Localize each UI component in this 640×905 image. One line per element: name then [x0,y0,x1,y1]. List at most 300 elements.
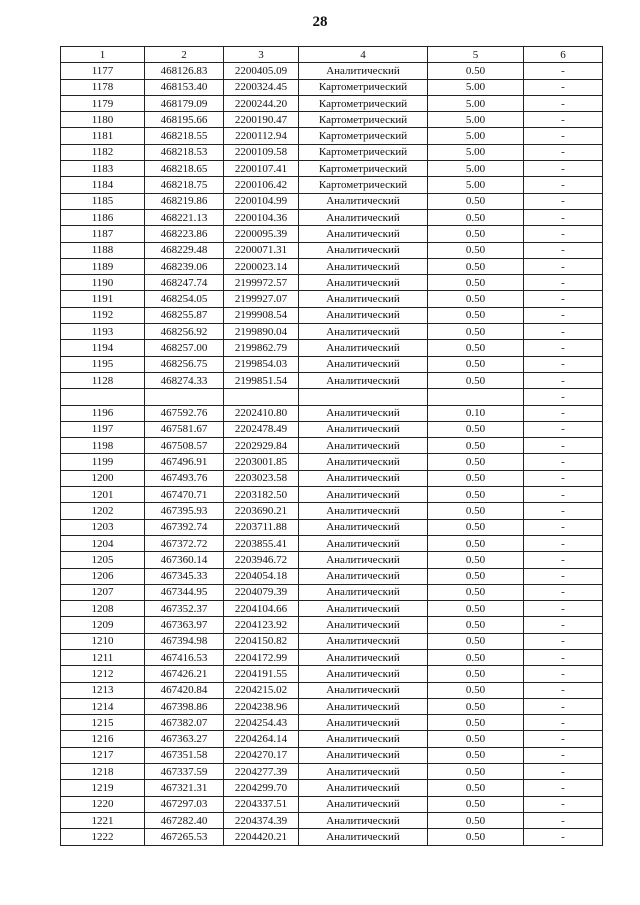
note-cell: - [524,79,603,95]
accuracy-cell: 0.50 [428,812,524,828]
method-cell: Аналитический [299,438,428,454]
note-cell: - [524,829,603,845]
point-number-cell: 1202 [61,503,145,519]
table-row [61,747,603,763]
point-number-cell: 1204 [61,535,145,551]
accuracy-cell: 5.00 [428,128,524,144]
table-row [61,568,603,584]
y-coordinate-cell: 2204337.51 [224,796,299,812]
note-cell: - [524,242,603,258]
x-coordinate-cell: 468126.83 [145,63,224,79]
point-number-cell: 1182 [61,144,145,160]
point-number-cell: 1214 [61,698,145,714]
method-cell: Аналитический [299,666,428,682]
note-cell: - [524,568,603,584]
x-coordinate-cell: 467496.91 [145,454,224,470]
note-cell: - [524,666,603,682]
table-row [61,95,603,111]
method-cell: Картометрический [299,144,428,160]
y-coordinate-cell: 2204215.02 [224,682,299,698]
method-cell: Аналитический [299,568,428,584]
point-number-cell: 1221 [61,812,145,828]
point-number-cell: 1215 [61,715,145,731]
accuracy-cell: 0.50 [428,601,524,617]
note-cell: - [524,601,603,617]
y-coordinate-cell: 2200023.14 [224,258,299,274]
x-coordinate-cell: 467297.03 [145,796,224,812]
note-cell: - [524,177,603,193]
note-cell: - [524,209,603,225]
method-cell: Аналитический [299,812,428,828]
accuracy-cell: 0.50 [428,454,524,470]
point-number-cell: 1206 [61,568,145,584]
method-cell: Аналитический [299,519,428,535]
y-coordinate-cell: 2204191.55 [224,666,299,682]
y-coordinate-cell: 2200244.20 [224,95,299,111]
point-number-cell: 1217 [61,747,145,763]
accuracy-cell: 0.50 [428,275,524,291]
point-number-cell: 1192 [61,307,145,323]
x-coordinate-cell: 468256.75 [145,356,224,372]
accuracy-cell: 0.50 [428,503,524,519]
y-coordinate-cell [224,389,299,405]
point-number-cell: 1194 [61,340,145,356]
table-row [61,291,603,307]
point-number-cell: 1199 [61,454,145,470]
x-coordinate-cell: 467282.40 [145,812,224,828]
y-coordinate-cell: 2203023.58 [224,470,299,486]
x-coordinate-cell: 467382.07 [145,715,224,731]
point-number-cell: 1216 [61,731,145,747]
method-cell: Аналитический [299,796,428,812]
method-cell: Аналитический [299,372,428,388]
method-cell: Аналитический [299,731,428,747]
x-coordinate-cell: 467470.71 [145,487,224,503]
x-coordinate-cell: 467508.57 [145,438,224,454]
point-number-cell: 1212 [61,666,145,682]
table-row [61,193,603,209]
table-row [61,307,603,323]
x-coordinate-cell: 468179.09 [145,95,224,111]
table-row [61,372,603,388]
y-coordinate-cell: 2200071.31 [224,242,299,258]
y-coordinate-cell: 2204104.66 [224,601,299,617]
x-coordinate-cell: 468239.06 [145,258,224,274]
y-coordinate-cell: 2203182.50 [224,487,299,503]
y-coordinate-cell: 2203946.72 [224,552,299,568]
point-number-cell: 1188 [61,242,145,258]
accuracy-cell: 0.50 [428,226,524,242]
x-coordinate-cell: 467337.59 [145,764,224,780]
note-cell: - [524,780,603,796]
method-cell: Аналитический [299,258,428,274]
y-coordinate-cell: 2204299.70 [224,780,299,796]
note-cell: - [524,698,603,714]
point-number-cell: 1207 [61,584,145,600]
method-cell: Картометрический [299,112,428,128]
point-number-cell: 1184 [61,177,145,193]
method-cell: Аналитический [299,63,428,79]
table-row [61,617,603,633]
accuracy-cell: 0.50 [428,209,524,225]
x-coordinate-cell: 468223.86 [145,226,224,242]
x-coordinate-cell: 467363.97 [145,617,224,633]
note-cell: - [524,128,603,144]
y-coordinate-cell: 2204238.96 [224,698,299,714]
y-coordinate-cell: 2199862.79 [224,340,299,356]
x-coordinate-cell: 467363.27 [145,731,224,747]
table-row [61,503,603,519]
x-coordinate-cell: 468229.48 [145,242,224,258]
method-cell: Аналитический [299,584,428,600]
y-coordinate-cell: 2202478.49 [224,421,299,437]
y-coordinate-cell: 2199854.03 [224,356,299,372]
y-coordinate-cell: 2202410.80 [224,405,299,421]
table-row [61,324,603,340]
y-coordinate-cell: 2203711.88 [224,519,299,535]
point-number-cell: 1203 [61,519,145,535]
y-coordinate-cell: 2199927.07 [224,291,299,307]
x-coordinate-cell: 467321.31 [145,780,224,796]
point-number-cell: 1211 [61,649,145,665]
note-cell: - [524,470,603,486]
point-number-cell: 1218 [61,764,145,780]
point-number-cell: 1198 [61,438,145,454]
accuracy-cell: 0.50 [428,764,524,780]
method-cell: Аналитический [299,633,428,649]
table-row [61,63,603,79]
x-coordinate-cell: 467426.21 [145,666,224,682]
x-coordinate-cell: 468218.65 [145,161,224,177]
x-coordinate-cell: 467395.93 [145,503,224,519]
header-cell-5: 5 [428,47,524,63]
table-row [61,421,603,437]
accuracy-cell: 0.50 [428,193,524,209]
point-number-cell: 1195 [61,356,145,372]
method-cell: Аналитический [299,193,428,209]
note-cell: - [524,682,603,698]
table-row [61,829,603,845]
accuracy-cell: 5.00 [428,95,524,111]
note-cell: - [524,63,603,79]
point-number-cell: 1178 [61,79,145,95]
x-coordinate-cell: 467360.14 [145,552,224,568]
accuracy-cell [428,389,524,405]
y-coordinate-cell: 2203001.85 [224,454,299,470]
note-cell: - [524,144,603,160]
table-row [61,601,603,617]
note-cell: - [524,812,603,828]
y-coordinate-cell: 2203690.21 [224,503,299,519]
method-cell: Аналитический [299,780,428,796]
y-coordinate-cell: 2204079.39 [224,584,299,600]
table-row [61,780,603,796]
method-cell: Аналитический [299,226,428,242]
method-cell: Картометрический [299,128,428,144]
y-coordinate-cell: 2204123.92 [224,617,299,633]
x-coordinate-cell: 467265.53 [145,829,224,845]
point-number-cell: 1201 [61,487,145,503]
method-cell: Аналитический [299,682,428,698]
x-coordinate-cell [145,389,224,405]
method-cell: Аналитический [299,698,428,714]
table-row [61,454,603,470]
point-number-cell: 1209 [61,617,145,633]
y-coordinate-cell: 2202929.84 [224,438,299,454]
method-cell: Аналитический [299,617,428,633]
table-row [61,389,603,405]
x-coordinate-cell: 467392.74 [145,519,224,535]
x-coordinate-cell: 467345.33 [145,568,224,584]
accuracy-cell: 0.50 [428,421,524,437]
note-cell: - [524,405,603,421]
note-cell: - [524,503,603,519]
method-cell: Картометрический [299,95,428,111]
y-coordinate-cell: 2203855.41 [224,535,299,551]
method-cell: Аналитический [299,715,428,731]
note-cell: - [524,372,603,388]
method-cell: Аналитический [299,356,428,372]
table-row [61,258,603,274]
note-cell: - [524,715,603,731]
table-row [61,112,603,128]
y-coordinate-cell: 2204270.17 [224,747,299,763]
y-coordinate-cell: 2200104.36 [224,209,299,225]
accuracy-cell: 0.50 [428,568,524,584]
method-cell: Аналитический [299,503,428,519]
table-row [61,698,603,714]
table-row [61,535,603,551]
point-number-cell: 1200 [61,470,145,486]
y-coordinate-cell: 2200405.09 [224,63,299,79]
method-cell: Аналитический [299,535,428,551]
point-number-cell: 1186 [61,209,145,225]
accuracy-cell: 0.50 [428,519,524,535]
accuracy-cell: 0.50 [428,438,524,454]
x-coordinate-cell: 467420.84 [145,682,224,698]
method-cell: Аналитический [299,421,428,437]
method-cell: Аналитический [299,601,428,617]
accuracy-cell: 0.50 [428,372,524,388]
x-coordinate-cell: 467351.58 [145,747,224,763]
table-row [61,666,603,682]
accuracy-cell: 0.50 [428,666,524,682]
x-coordinate-cell: 467581.67 [145,421,224,437]
table-row [61,487,603,503]
point-number-cell: 1177 [61,63,145,79]
note-cell: - [524,535,603,551]
accuracy-cell: 0.10 [428,405,524,421]
note-cell: - [524,552,603,568]
point-number-cell: 1197 [61,421,145,437]
x-coordinate-cell: 468221.13 [145,209,224,225]
table-row [61,356,603,372]
note-cell: - [524,307,603,323]
x-coordinate-cell: 468254.05 [145,291,224,307]
accuracy-cell: 0.50 [428,731,524,747]
method-cell: Аналитический [299,552,428,568]
point-number-cell: 1220 [61,796,145,812]
table-row [61,144,603,160]
accuracy-cell: 0.50 [428,470,524,486]
x-coordinate-cell: 467416.53 [145,649,224,665]
x-coordinate-cell: 467398.86 [145,698,224,714]
note-cell: - [524,764,603,780]
method-cell [299,389,428,405]
point-number-cell: 1193 [61,324,145,340]
table-row [61,796,603,812]
note-cell: - [524,95,603,111]
note-cell: - [524,291,603,307]
note-cell: - [524,193,603,209]
header-row [61,47,603,63]
note-cell: - [524,731,603,747]
y-coordinate-cell: 2204254.43 [224,715,299,731]
accuracy-cell: 5.00 [428,177,524,193]
note-cell: - [524,747,603,763]
accuracy-cell: 0.50 [428,796,524,812]
point-number-cell: 1180 [61,112,145,128]
method-cell: Аналитический [299,209,428,225]
note-cell: - [524,389,603,405]
x-coordinate-cell: 468247.74 [145,275,224,291]
table-row [61,161,603,177]
table-row [61,438,603,454]
table-row [61,209,603,225]
table-row [61,764,603,780]
method-cell: Аналитический [299,454,428,470]
method-cell: Аналитический [299,324,428,340]
accuracy-cell: 0.50 [428,682,524,698]
table-row [61,682,603,698]
header-cell-3: 3 [224,47,299,63]
point-number-cell: 1213 [61,682,145,698]
method-cell: Картометрический [299,177,428,193]
table-row [61,470,603,486]
method-cell: Аналитический [299,649,428,665]
y-coordinate-cell: 2200109.58 [224,144,299,160]
x-coordinate-cell: 468218.53 [145,144,224,160]
table-row [61,128,603,144]
point-number-cell: 1128 [61,372,145,388]
x-coordinate-cell: 468255.87 [145,307,224,323]
point-number-cell: 1205 [61,552,145,568]
method-cell: Аналитический [299,487,428,503]
note-cell: - [524,487,603,503]
method-cell: Аналитический [299,291,428,307]
table-row [61,519,603,535]
method-cell: Аналитический [299,405,428,421]
method-cell: Аналитический [299,242,428,258]
point-number-cell: 1183 [61,161,145,177]
method-cell: Аналитический [299,275,428,291]
x-coordinate-cell: 467394.98 [145,633,224,649]
note-cell: - [524,356,603,372]
table-row [61,552,603,568]
header-cell-1: 1 [61,47,145,63]
table-row [61,177,603,193]
accuracy-cell: 0.50 [428,356,524,372]
y-coordinate-cell: 2200104.99 [224,193,299,209]
accuracy-cell: 5.00 [428,144,524,160]
note-cell: - [524,421,603,437]
y-coordinate-cell: 2204277.39 [224,764,299,780]
accuracy-cell: 0.50 [428,307,524,323]
accuracy-cell: 0.50 [428,242,524,258]
x-coordinate-cell: 468274.33 [145,372,224,388]
accuracy-cell: 5.00 [428,112,524,128]
accuracy-cell: 0.50 [428,324,524,340]
point-number-cell: 1219 [61,780,145,796]
x-coordinate-cell: 468219.86 [145,193,224,209]
accuracy-cell: 0.50 [428,63,524,79]
note-cell: - [524,340,603,356]
accuracy-cell: 0.50 [428,633,524,649]
note-cell: - [524,226,603,242]
note-cell: - [524,258,603,274]
note-cell: - [524,324,603,340]
page-number: 28 [312,14,328,30]
table-row [61,731,603,747]
point-number-cell: 1208 [61,601,145,617]
header-cell-6: 6 [524,47,603,63]
x-coordinate-cell: 468218.75 [145,177,224,193]
accuracy-cell: 0.50 [428,291,524,307]
y-coordinate-cell: 2199851.54 [224,372,299,388]
point-number-cell: 1181 [61,128,145,144]
x-coordinate-cell: 468153.40 [145,79,224,95]
accuracy-cell: 0.50 [428,584,524,600]
x-coordinate-cell: 467352.37 [145,601,224,617]
y-coordinate-cell: 2199972.57 [224,275,299,291]
table-row [61,242,603,258]
y-coordinate-cell: 2200107.41 [224,161,299,177]
point-number-cell: 1210 [61,633,145,649]
table-body [61,63,603,845]
accuracy-cell: 0.50 [428,340,524,356]
point-number-cell: 1179 [61,95,145,111]
note-cell: - [524,796,603,812]
y-coordinate-cell: 2204172.99 [224,649,299,665]
method-cell: Аналитический [299,747,428,763]
table-row [61,79,603,95]
accuracy-cell: 0.50 [428,649,524,665]
method-cell: Аналитический [299,307,428,323]
accuracy-cell: 0.50 [428,698,524,714]
x-coordinate-cell: 468256.92 [145,324,224,340]
point-number-cell: 1191 [61,291,145,307]
y-coordinate-cell: 2204054.18 [224,568,299,584]
x-coordinate-cell: 467372.72 [145,535,224,551]
point-number-cell: 1190 [61,275,145,291]
note-cell: - [524,438,603,454]
note-cell: - [524,161,603,177]
point-number-cell: 1187 [61,226,145,242]
y-coordinate-cell: 2200112.94 [224,128,299,144]
method-cell: Аналитический [299,470,428,486]
accuracy-cell: 0.50 [428,487,524,503]
method-cell: Аналитический [299,829,428,845]
table-row [61,715,603,731]
method-cell: Аналитический [299,340,428,356]
accuracy-cell: 5.00 [428,161,524,177]
accuracy-cell: 0.50 [428,617,524,633]
accuracy-cell: 0.50 [428,535,524,551]
x-coordinate-cell: 467344.95 [145,584,224,600]
accuracy-cell: 0.50 [428,780,524,796]
accuracy-cell: 0.50 [428,829,524,845]
accuracy-cell: 0.50 [428,747,524,763]
